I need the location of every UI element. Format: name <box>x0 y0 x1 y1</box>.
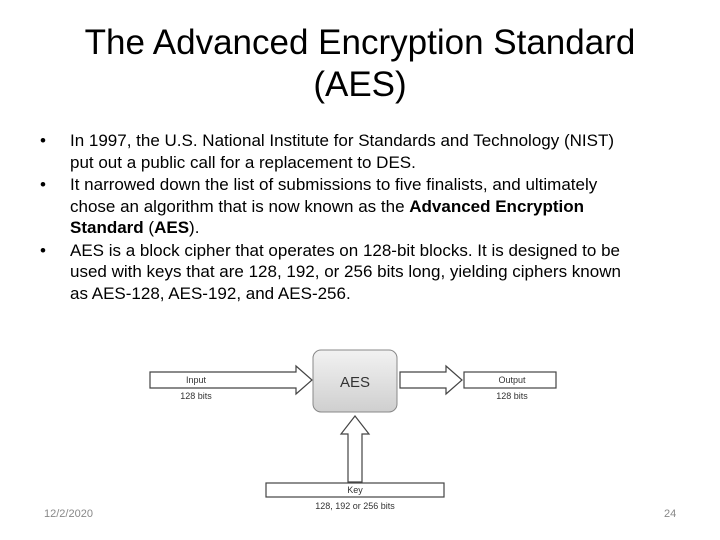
footer-page-number: 24 <box>664 508 677 520</box>
key-bits-label: 128, 192 or 256 bits <box>315 501 395 511</box>
bullet-text: AES is a block cipher that operates on 128-bit blocks. It is designed to be used with keys that are 128, 192, or 256 bits long, yielding ciphers known as AES-128, AES-192, and AES-256. <box>70 240 621 303</box>
bullet-text: It narrowed down the list of submissions to five finalists, and ultimately chose an algorithm that is now known as the <box>70 175 598 216</box>
bullet-text: ). <box>189 218 200 237</box>
title-line-2: (AES) <box>313 65 407 104</box>
bullet-dot-icon: • <box>40 175 46 194</box>
input-bits-label: 128 bits <box>180 391 212 401</box>
output-bits-label: 128 bits <box>496 391 528 401</box>
bullet-text: In 1997, the U.S. National Institute for Standards and Technology (NIST) put out a public call for a replacement to DES. <box>70 131 614 172</box>
footer-date: 12/2/2020 <box>44 508 93 520</box>
bullet-dot-icon: • <box>40 240 46 260</box>
bullet-bold-text: AES <box>154 218 190 237</box>
key-label: Key <box>347 485 363 495</box>
aes-box-label: AES <box>339 374 371 391</box>
title-line-1: The Advanced Encryption Standard <box>84 23 636 62</box>
output-arrow <box>400 366 556 394</box>
bullet-bold-text: Advanced Encryption Standard <box>70 196 585 237</box>
input-label: Input <box>185 375 207 385</box>
output-label: Output <box>498 375 526 385</box>
bullet-dot-icon: • <box>40 131 46 150</box>
bullet-text: ( <box>143 218 155 237</box>
input-arrow <box>150 366 312 394</box>
